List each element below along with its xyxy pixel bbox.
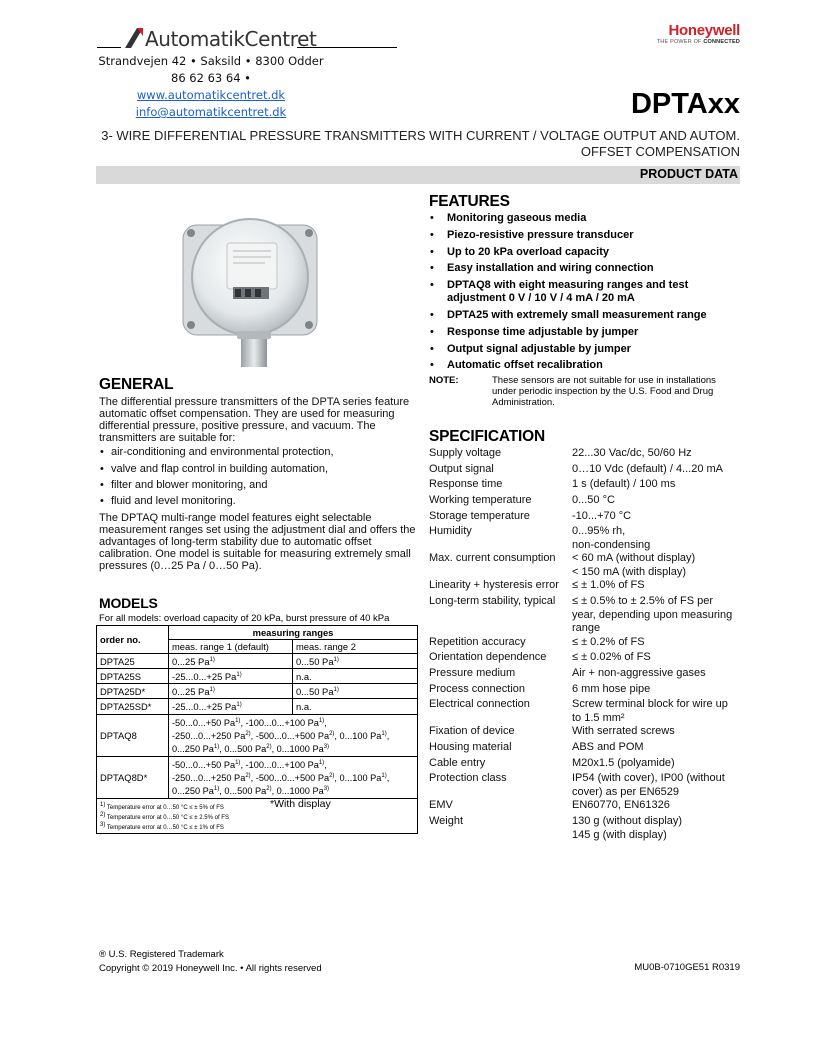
spec-row: EMV EN60770, EN61326 [429, 799, 670, 812]
note-label: NOTE: [429, 375, 459, 386]
distributor-logo [97, 26, 317, 51]
spec-row: Protection class IP54 (with cover), IP00 (without cover) as per EN6529 [429, 772, 725, 798]
spec-row: Supply voltage 22...30 Vac/dc, 50/60 Hz [429, 447, 692, 459]
product-data-label: PRODUCT DATA [639, 167, 738, 181]
general-item: • fluid and level monitoring. [99, 495, 419, 507]
table-row: DPTA25S -25...0...+25 Pa$^{1)}$ n.a. [97, 669, 418, 684]
footer-legal [99, 948, 322, 976]
feature-item: • Response time adjustable by jumper [429, 326, 749, 339]
spec-row: Output signal 0…10 Vdc (default) / 4...20 mA [429, 462, 724, 475]
col-order-header: order no. [97, 626, 169, 654]
logo-rule-right [297, 47, 397, 48]
table-footnotes: $^{1)}$ Temperature error at 0…50 °C ≤ ± 5% of FS $^{2)}$ Temperature error at 0…50 °C ≤ ± 2.5% of FS $^{3)}$ Temperature error at 0…50 °C ≤ ± 1% of FS [100, 801, 229, 831]
honeywell-logo [640, 22, 740, 45]
feature-item: • Automatic offset recalibration [429, 359, 749, 372]
phone: 86 62 63 64 • [171, 71, 251, 85]
feature-item: • Output signal adjustable by jumper [429, 343, 749, 356]
address-line: Strandvejen 42 • Saksild • 8300 Odder [98, 54, 324, 68]
spec-row: Response time 1 s (default) / 100 ms [429, 478, 676, 491]
spec-row: Humidity 0...95% rh, non-condensing [429, 525, 651, 551]
spec-row: Orientation dependence ≤ ± 0.02% of FS [429, 651, 651, 664]
specification-heading: SPECIFICATION [429, 428, 545, 445]
spec-row: Housing material ABS and POM [429, 741, 644, 754]
general-heading: GENERAL [99, 376, 174, 393]
phone-web-line [96, 70, 326, 104]
models-intro: For all models: overload capacity of 20 kPa, burst pressure of 40 kPa [99, 613, 390, 624]
spec-row: Process connection 6 mm hose pipe [429, 682, 651, 695]
general-section [99, 396, 419, 572]
features-heading: FEATURES [429, 193, 510, 210]
table-row: DPTA25SD* -25...0...+25 Pa$^{1)}$ n.a. [97, 699, 418, 714]
automatik-logo-icon [123, 26, 145, 50]
feature-item: • Up to 20 kPa overload capacity [429, 246, 749, 259]
general-item: • valve and flap control in building automation, [99, 463, 419, 475]
feature-item: • Piezo-resistive pressure transducer [429, 229, 749, 242]
features-list [429, 212, 749, 376]
trademark-note: ® U.S. Registered Trademark [99, 949, 224, 960]
table-row: DPTA25D* 0...25 Pa$^{1)}$ 0...50 Pa$^{1)}$ [97, 684, 418, 699]
general-outro: The DPTAQ multi-range model features eight selectable measurement ranges set using the adjustment dial and offers the advantages of long-term stability due to automatic offset calibration. One model is suitable for measuring extremely small pressures (0…25 Pa / 0…50 Pa). [99, 511, 416, 572]
table-footer-row [97, 798, 418, 833]
spec-row: Long-term stability, typical ≤ ± 0.5% to ± 2.5% of FS per year, depending upon measuring range [429, 595, 733, 635]
feature-item: • Easy installation and wiring connection [429, 262, 749, 275]
spec-row: Max. current consumption < 60 mA (without display) < 150 mA (with display) [429, 552, 696, 578]
spec-row: Linearity + hysteresis error ≤ ± 1.0% of FS [429, 579, 645, 592]
brand-tagline: THE POWER OF CONNECTED [656, 39, 740, 45]
note-text: These sensors are not suitable for use in installations under periodic inspection by the U.S. Food and Drug Administration. [492, 375, 716, 408]
table-row: DPTA25 0...25 Pa$^{1)}$ 0...50 Pa$^{1)}$ [97, 654, 418, 669]
spec-row: Working temperature 0...50 °C [429, 494, 615, 507]
spec-row: Weight 130 g (without display) 145 g (with display) [429, 815, 683, 841]
document-subtitle: 3- WIRE DIFFERENTIAL PRESSURE TRANSMITTERS WITH CURRENT / VOLTAGE OUTPUT AND AUTOM. OFFSET COMPENSATION [101, 128, 740, 159]
general-intro: The differential pressure transmitters of the DPTA series feature automatic offset compensation. They are used for measuring differential pressure, positive pressure, and vacuum. The transmitters are suitable for: [99, 396, 410, 445]
specification-table [429, 447, 749, 842]
spec-row: Pressure medium Air + non-aggressive gases [429, 667, 706, 679]
product-data-band [96, 166, 740, 184]
table-row: DPTAQ8D* -50...0...+50 Pa$^{1)}$, -100...0...+100 Pa$^{1)}$, -250...0...+250 Pa$^{2)}$, -500...0...+500 Pa$^{2)}$, 0...100 Pa$^{1)}$, 0...250 Pa$^{1)}$, 0...500 Pa$^{2)}$, 0...1000 Pa$^{3)}$ [97, 756, 418, 798]
table-row: DPTAQ8 -50...0...+50 Pa$^{1)}$, -100...0...+100 Pa$^{1)}$, -250...0...+250 Pa$^{2)}$, -500...0...+500 Pa$^{2)}$, 0...100 Pa$^{1)}$, 0...250 Pa$^{1)}$, 0...500 Pa$^{2)}$, 0...1000 Pa$^{3)}$ [97, 714, 418, 756]
with-display-note: *With display [270, 797, 331, 810]
distributor-name: AutomatikCentret [145, 27, 317, 51]
distributor-address [96, 53, 326, 121]
website-link[interactable]: www.automatikcentret.dk [136, 88, 286, 102]
spec-row: Electrical connection Screw terminal block for wire up to 1.5 mm² [429, 698, 728, 724]
feature-item: • Monitoring gaseous media [429, 212, 749, 225]
brand-name: Honeywell [668, 22, 740, 39]
spec-row: Storage temperature -10...+70 °C [429, 509, 632, 522]
col-group-header: measuring ranges [169, 626, 418, 640]
spec-row: Repetition accuracy ≤ ± 0.2% of FS [429, 635, 645, 648]
email-link[interactable]: info@automatikcentret.dk [135, 105, 287, 119]
feature-item: • DPTA25 with extremely small measurement range [429, 309, 749, 322]
feature-item: • DPTAQ8 with eight measuring ranges and test adjustment 0 V / 10 V / 4 mA / 20 mA [429, 279, 749, 305]
general-list [99, 446, 419, 507]
document-number: MU0B-0710GE51 R0319 [634, 962, 740, 973]
general-item: • air-conditioning and environmental protection, [99, 446, 419, 458]
logo-rule-left [97, 47, 121, 48]
spec-row: Fixation of device With serrated screws [429, 725, 675, 738]
models-heading: MODELS [99, 595, 158, 611]
col-range2-header: meas. range 2 [293, 640, 418, 654]
spec-row: Cable entry M20x1.5 (polyamide) [429, 756, 675, 769]
models-table [96, 625, 418, 834]
copyright: Copyright © 2019 Honeywell Inc. • All rights reserved [99, 963, 322, 974]
document-title: DPTAxx [630, 88, 740, 120]
general-item: • filter and blower monitoring, and [99, 479, 419, 491]
product-photo [175, 195, 325, 370]
col-range1-header: meas. range 1 (default) [169, 640, 293, 654]
